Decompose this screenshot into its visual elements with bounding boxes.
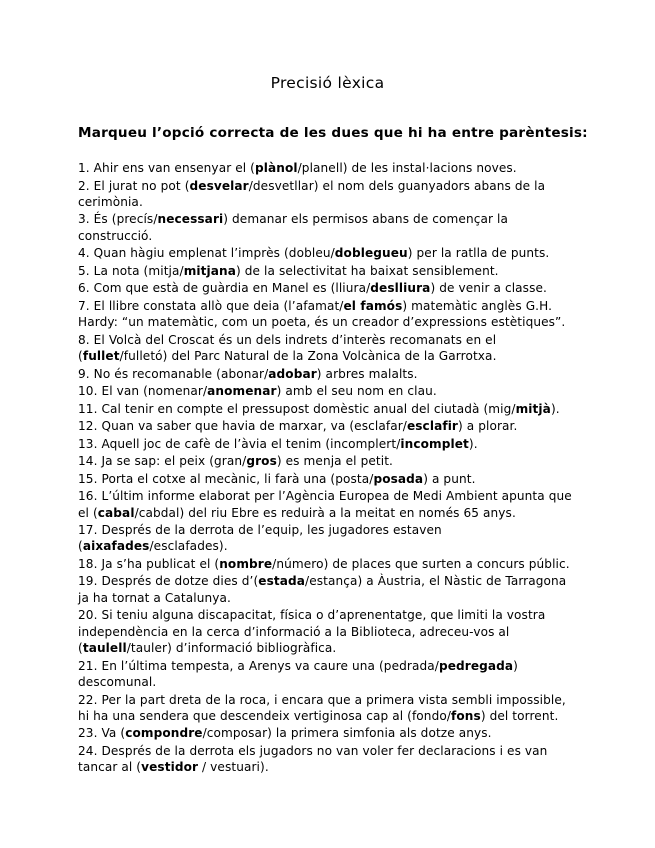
correct-answer: fullet bbox=[82, 349, 120, 364]
exercise-text: 8. El Volcà del Croscat és un dels indrets d’interès recomanats en el ( bbox=[78, 332, 497, 364]
exercise-text: 19. Després de dotze dies d’( bbox=[78, 574, 259, 589]
exercise-text: ) per la ratlla de punts. bbox=[407, 246, 550, 261]
correct-answer: el famós bbox=[343, 298, 403, 313]
correct-answer: estada bbox=[258, 574, 306, 589]
correct-answer: mitjà bbox=[515, 401, 551, 416]
exercise-text: 13. Aquell joc de cafè de l’àvia el tenim (incomplert/ bbox=[78, 436, 401, 451]
exercise-item bbox=[78, 436, 578, 452]
correct-answer: deslliura bbox=[370, 281, 431, 296]
correct-answer: mitjana bbox=[183, 263, 236, 278]
exercise-text: 22. Per la part dreta de la roca, i encara que a primera vista sembli impossible, hi ha una sendera que descendeix vertiginosa cap al (fondo/ bbox=[78, 692, 566, 723]
exercise-item bbox=[78, 211, 578, 244]
exercise-text: /tauler) d’informació bibliogràfica. bbox=[126, 641, 337, 656]
exercise-text: 6. Com que està de guàrdia en Manel es (lliura/ bbox=[78, 281, 371, 296]
exercise-text: 2. El jurat no pot ( bbox=[78, 178, 190, 193]
exercise-text: / vestuari). bbox=[198, 760, 269, 775]
exercise-item bbox=[78, 383, 578, 399]
exercise-text: 16. L’últim informe elaborat per l’Agència Europea de Medi Ambient apunta que el ( bbox=[78, 489, 572, 520]
exercise-text: ) de venir a classe. bbox=[430, 281, 547, 296]
exercise-text: 15. Porta el cotxe al mecànic, li farà una (posta/ bbox=[78, 471, 374, 486]
correct-answer: taulell bbox=[82, 641, 127, 656]
correct-answer: cabal bbox=[97, 505, 135, 520]
exercise-text: ) descomunal. bbox=[78, 658, 518, 690]
exercise-text: 18. Ja s’ha publicat el ( bbox=[78, 556, 220, 571]
correct-answer: posada bbox=[373, 471, 424, 486]
exercise-item bbox=[78, 692, 578, 725]
exercise-text: 5. La nota (mitja/ bbox=[78, 263, 184, 278]
exercise-text: 1. Ahir ens van ensenyar el ( bbox=[78, 161, 255, 175]
exercise-item bbox=[78, 471, 578, 487]
correct-answer: doblegueu bbox=[334, 246, 408, 261]
correct-answer: vestidor bbox=[141, 760, 199, 775]
exercise-item bbox=[78, 178, 578, 211]
correct-answer: aixafades bbox=[82, 539, 150, 554]
exercise-text: 17. Després de la derrota de l’equip, les jugadores estaven ( bbox=[78, 523, 442, 554]
exercise-text: 3. És (precís/ bbox=[78, 212, 158, 227]
exercise-text: ) del torrent. bbox=[480, 708, 559, 723]
exercise-list bbox=[78, 160, 578, 777]
exercise-item bbox=[78, 263, 578, 279]
exercise-text: ) de la selectivitat ha baixat sensiblement. bbox=[236, 263, 499, 278]
exercise-text: ) arbres malalts. bbox=[316, 366, 418, 381]
exercise-text: ) matemàtic anglès G.H. Hardy: “un matemàtic, com un poeta, és un creador d’expressions estètiques”. bbox=[78, 298, 566, 330]
exercise-text: /número) de places que surten a concurs públic. bbox=[272, 556, 570, 571]
exercise-text: /desvetllar) el nom dels guanyadors abans de la cerimònia. bbox=[78, 178, 546, 209]
exercise-text: ) a plorar. bbox=[458, 419, 518, 434]
exercise-item bbox=[78, 332, 578, 365]
exercise-text: 11. Cal tenir en compte el pressupost domèstic anual del ciutadà (mig/ bbox=[78, 401, 516, 416]
exercise-text: 4. Quan hàgiu emplenat l’imprès (dobleu/ bbox=[78, 246, 335, 261]
exercise-text: ). bbox=[550, 401, 560, 416]
correct-answer: incomplet bbox=[400, 436, 469, 451]
exercise-text: /composar) la primera simfonia als dotze anys. bbox=[202, 726, 492, 741]
exercise-text: ) es menja el petit. bbox=[276, 454, 393, 469]
correct-answer: pedregada bbox=[438, 658, 514, 673]
exercise-text: ) amb el seu nom en clau. bbox=[276, 384, 437, 399]
exercise-text: /planell) de les instal·lacions noves. bbox=[297, 161, 517, 175]
exercise-item bbox=[78, 366, 578, 382]
correct-answer: anomenar bbox=[207, 384, 277, 399]
correct-answer: desvelar bbox=[189, 178, 249, 193]
exercise-text: 10. El van (nomenar/ bbox=[78, 384, 208, 399]
correct-answer: gros bbox=[246, 454, 277, 469]
exercise-text: ). bbox=[468, 436, 478, 451]
exercise-text: 14. Ja se sap: el peix (gran/ bbox=[78, 454, 247, 469]
exercise-text: 7. El llibre constata allò que deia (l’afamat/ bbox=[78, 298, 344, 313]
exercise-item bbox=[78, 280, 578, 296]
exercise-item bbox=[78, 573, 578, 606]
page-title: Precisió lèxica bbox=[270, 74, 385, 92]
exercise-text: /fulletó) del Parc Natural de la Zona Volcànica de la Garrotxa. bbox=[119, 349, 497, 364]
exercise-item bbox=[78, 401, 578, 417]
correct-answer: adobar bbox=[268, 366, 317, 381]
exercise-text: /estança) a Àustria, el Nàstic de Tarragona ja ha tornat a Catalunya. bbox=[78, 574, 567, 605]
correct-answer: plànol bbox=[254, 161, 298, 175]
correct-answer: fons bbox=[451, 708, 481, 723]
exercise-item bbox=[78, 522, 578, 555]
instruction-heading: Marqueu l’opció correcta de les dues que hi ha entre parèntesis: bbox=[78, 125, 588, 141]
exercise-item bbox=[78, 607, 578, 656]
exercise-text: 24. Després de la derrota els jugadors no van voler fer declaracions i es van tancar al ( bbox=[78, 743, 548, 775]
exercise-item bbox=[78, 556, 578, 572]
exercise-text: 23. Va ( bbox=[78, 726, 126, 741]
correct-answer: nombre bbox=[219, 556, 273, 571]
exercise-item bbox=[78, 725, 578, 741]
exercise-text: ) a punt. bbox=[423, 471, 476, 486]
exercise-text: /esclafades). bbox=[149, 539, 228, 554]
exercise-text: ) demanar els permisos abans de començar la construcció. bbox=[78, 212, 508, 243]
correct-answer: esclafir bbox=[406, 419, 458, 434]
exercise-item bbox=[78, 488, 578, 521]
exercise-text: 21. En l’última tempesta, a Arenys va caure una (pedrada/ bbox=[78, 658, 439, 673]
correct-answer: compondre bbox=[125, 726, 203, 741]
exercise-item bbox=[78, 453, 578, 469]
correct-answer: necessari bbox=[157, 212, 224, 227]
exercise-item bbox=[78, 418, 578, 434]
exercise-item bbox=[78, 743, 578, 776]
exercise-text: 20. Si teniu alguna discapacitat, física o d’aprenentatge, que limiti la vostra independència en la cerca d’informació a la Biblioteca, adreceu-vos al ( bbox=[78, 608, 546, 656]
exercise-item bbox=[78, 298, 578, 331]
exercise-item bbox=[78, 160, 578, 176]
exercise-text: 12. Quan va saber que havia de marxar, va (esclafar/ bbox=[78, 419, 407, 434]
exercise-item bbox=[78, 658, 578, 691]
exercise-item bbox=[78, 245, 578, 261]
exercise-text: 9. No és recomanable (abonar/ bbox=[78, 366, 269, 381]
exercise-text: /cabdal) del riu Ebre es reduirà a la meitat en només 65 anys. bbox=[134, 505, 516, 520]
